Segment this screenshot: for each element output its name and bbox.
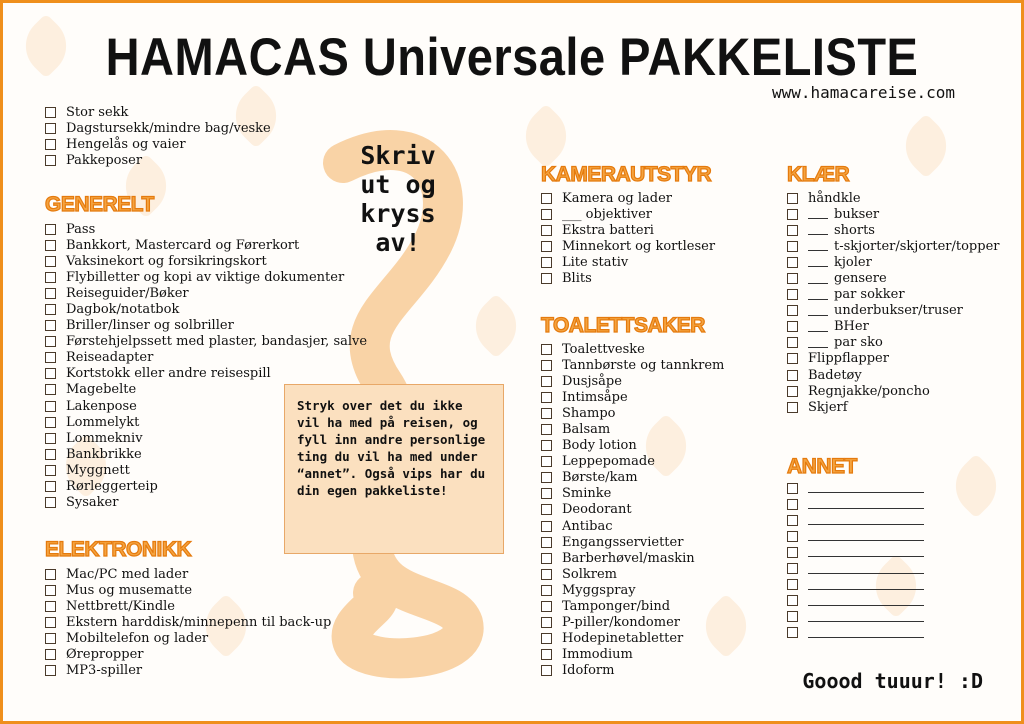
- checkbox[interactable]: [787, 337, 798, 348]
- quantity-blank[interactable]: [808, 338, 828, 348]
- list-item: [541, 599, 724, 615]
- leaf-decoration: [893, 113, 958, 178]
- checkbox[interactable]: [787, 353, 798, 364]
- item-label: Lite stativ: [562, 254, 629, 270]
- blank-list-item: [787, 577, 924, 593]
- checkbox[interactable]: [45, 384, 56, 395]
- item-label: Dagstursekk/mindre bag/veske: [66, 120, 271, 136]
- item-label: Sysaker: [66, 495, 119, 511]
- item-label: Ekstra batteri: [562, 222, 654, 238]
- list-item: [45, 462, 367, 478]
- list-item: [787, 238, 999, 254]
- list-item: [541, 405, 724, 421]
- item-label: kjoler: [834, 254, 872, 270]
- checkbox[interactable]: [541, 649, 552, 660]
- list-item: [787, 319, 999, 335]
- checkbox[interactable]: [541, 440, 552, 451]
- item-label: Reiseguider/Bøker: [66, 285, 189, 301]
- list-item: [541, 470, 724, 486]
- list-item: [787, 383, 999, 399]
- item-label: Stor sekk: [66, 104, 129, 120]
- write-in-line[interactable]: [808, 628, 924, 638]
- item-label: Antibac: [562, 518, 613, 534]
- annet-list: [787, 480, 924, 641]
- item-label: Lommelykt: [66, 414, 140, 430]
- item-label: Børste/kam: [562, 470, 638, 486]
- quantity-blank[interactable]: [808, 306, 828, 316]
- checkbox[interactable]: [45, 417, 56, 428]
- checkbox[interactable]: [787, 579, 798, 590]
- checkbox[interactable]: [541, 408, 552, 419]
- item-label: Sminke: [562, 486, 612, 502]
- checkbox[interactable]: [787, 193, 798, 204]
- list-item: [45, 495, 367, 511]
- checkbox[interactable]: [787, 241, 798, 252]
- item-label: Engangsservietter: [562, 534, 684, 550]
- heading-generelt: GENERELT: [45, 193, 154, 216]
- list-item: [45, 136, 271, 152]
- list-item: [541, 421, 724, 437]
- checkbox[interactable]: [541, 424, 552, 435]
- print-note: Skriv ut og kryss av!: [360, 141, 436, 257]
- checkbox[interactable]: [45, 107, 56, 118]
- checkbox[interactable]: [787, 321, 798, 332]
- checkbox[interactable]: [541, 537, 552, 548]
- item-label: Barberhøvel/maskin: [562, 550, 695, 566]
- list-item: [45, 646, 331, 662]
- checkbox[interactable]: [541, 569, 552, 580]
- blank-list-item: [787, 480, 924, 496]
- list-item: [45, 414, 367, 430]
- list-item: [45, 318, 367, 334]
- checkbox[interactable]: [541, 472, 552, 483]
- heading-toalettsaker: TOALETTSAKER: [541, 314, 705, 337]
- checkbox[interactable]: [787, 273, 798, 284]
- checkbox[interactable]: [45, 633, 56, 644]
- toalettsaker-list: [541, 341, 724, 679]
- item-label: Tannbørste og tannkrem: [562, 357, 725, 373]
- item-label: P-piller/kondomer: [562, 615, 680, 631]
- list-item: [787, 206, 999, 222]
- item-label: Mus og musematte: [66, 582, 193, 598]
- item-label: Bankkort, Mastercard og Førerkort: [66, 237, 300, 253]
- checkbox[interactable]: [541, 665, 552, 676]
- checkbox[interactable]: [541, 193, 552, 204]
- blank-list-item: [787, 544, 924, 560]
- checkbox[interactable]: [787, 289, 798, 300]
- item-label: Solkrem: [562, 566, 618, 582]
- checkbox[interactable]: [541, 344, 552, 355]
- list-item: [45, 382, 367, 398]
- list-item: [45, 366, 367, 382]
- write-in-line[interactable]: [808, 547, 924, 557]
- item-label: Hengelås og vaier: [66, 136, 186, 152]
- list-item: [45, 614, 331, 630]
- list-item: [45, 104, 271, 120]
- quantity-blank[interactable]: [808, 274, 828, 284]
- list-item: [787, 399, 999, 415]
- list-item: [45, 663, 331, 679]
- checkbox[interactable]: [541, 360, 552, 371]
- list-item: [541, 238, 715, 254]
- checkbox[interactable]: [45, 665, 56, 676]
- item-label: par sko: [834, 335, 883, 351]
- write-in-line[interactable]: [808, 483, 924, 493]
- item-label: t-skjorter/skjorter/topper: [834, 238, 1000, 254]
- quantity-blank[interactable]: [808, 209, 828, 219]
- list-item: [787, 222, 999, 238]
- checkbox[interactable]: [45, 139, 56, 150]
- checkbox[interactable]: [541, 225, 552, 236]
- checkbox[interactable]: [541, 241, 552, 252]
- list-item: [541, 566, 724, 582]
- checkbox[interactable]: [541, 601, 552, 612]
- quantity-blank[interactable]: [808, 257, 828, 267]
- item-label: underbukser/truser: [834, 303, 963, 319]
- checkbox[interactable]: [541, 257, 552, 268]
- checkbox[interactable]: [45, 256, 56, 267]
- goodbye-text: Goood tuuur! :D: [802, 669, 983, 693]
- list-item: [541, 454, 724, 470]
- list-item: [541, 582, 724, 598]
- item-label: Regnjakke/poncho: [808, 383, 930, 399]
- checkbox[interactable]: [787, 483, 798, 494]
- checkbox[interactable]: [45, 224, 56, 235]
- blank-list-item: [787, 560, 924, 576]
- checkbox[interactable]: [45, 649, 56, 660]
- checkbox[interactable]: [787, 257, 798, 268]
- checkbox[interactable]: [45, 401, 56, 412]
- item-label: Dagbok/notatbok: [66, 302, 180, 318]
- item-label: Leppepomade: [562, 454, 655, 470]
- item-label: Dusjsåpe: [562, 373, 622, 389]
- list-item: [541, 647, 724, 663]
- list-item: [787, 335, 999, 351]
- list-item: [541, 190, 715, 206]
- checkbox[interactable]: [541, 376, 552, 387]
- blank-list-item: [787, 593, 924, 609]
- write-in-line[interactable]: [808, 499, 924, 509]
- item-label: Nettbrett/Kindle: [66, 598, 175, 614]
- list-item: [541, 389, 724, 405]
- list-item: [541, 631, 724, 647]
- checkbox[interactable]: [45, 352, 56, 363]
- checkbox[interactable]: [787, 402, 798, 413]
- item-label: Deodorant: [562, 502, 632, 518]
- list-item: [45, 398, 367, 414]
- item-label: Mobiltelefon og lader: [66, 630, 209, 646]
- kamerautstyr-list: [541, 190, 715, 287]
- checkbox[interactable]: [45, 433, 56, 444]
- quantity-blank[interactable]: [808, 322, 828, 332]
- list-item: [45, 350, 367, 366]
- item-label: Immodium: [562, 647, 633, 663]
- list-item: [541, 222, 715, 238]
- instructions-box: Stryk over det du ikke vil ha med på reisen, og fyll inn andre personlige ting du vil ha med under “annet”. Også vips har du din egen pakkeliste!: [284, 384, 504, 554]
- list-item: [45, 334, 367, 350]
- checkbox[interactable]: [787, 627, 798, 638]
- item-label: gensere: [834, 271, 887, 287]
- item-label: Lakenpose: [66, 398, 137, 414]
- checkbox[interactable]: [787, 611, 798, 622]
- item-label: Toalettveske: [562, 341, 645, 357]
- item-label: Pass: [66, 221, 96, 237]
- checkbox[interactable]: [45, 497, 56, 508]
- list-item: [541, 438, 724, 454]
- checkbox[interactable]: [541, 392, 552, 403]
- item-label: MP3-spiller: [66, 663, 143, 679]
- item-label: Myggspray: [562, 582, 636, 598]
- checkbox[interactable]: [45, 320, 56, 331]
- checkbox[interactable]: [787, 531, 798, 542]
- list-item: [45, 253, 367, 269]
- checkbox[interactable]: [45, 601, 56, 612]
- blank-list-item: [787, 528, 924, 544]
- write-in-line[interactable]: [808, 515, 924, 525]
- checkbox[interactable]: [787, 515, 798, 526]
- list-item: [45, 566, 331, 582]
- checkbox[interactable]: [45, 368, 56, 379]
- checkbox[interactable]: [541, 633, 552, 644]
- item-label: par sokker: [834, 287, 905, 303]
- checkbox[interactable]: [45, 569, 56, 580]
- checkbox[interactable]: [787, 370, 798, 381]
- item-label: Intimsåpe: [562, 389, 628, 405]
- checkbox[interactable]: [45, 481, 56, 492]
- list-item: [787, 254, 999, 270]
- blank-list-item: [787, 609, 924, 625]
- item-label: Skjerf: [808, 399, 848, 415]
- list-item: [45, 479, 367, 495]
- heading-elektronikk: ELEKTRONIKK: [45, 538, 192, 561]
- item-label: Ekstern harddisk/minnepenn til back-up: [66, 614, 332, 630]
- list-item: [45, 221, 367, 237]
- checkbox[interactable]: [541, 617, 552, 628]
- item-label: Vaksinekort og forsikringskort: [66, 253, 267, 269]
- item-label: Førstehjelpssett med plaster, bandasjer, salve: [66, 334, 368, 350]
- page-title: HAMACAS Universale PAKKELISTE: [105, 26, 919, 87]
- checkbox[interactable]: [541, 488, 552, 499]
- item-label: Pakkeposer: [66, 152, 143, 168]
- item-label: Magebelte: [66, 382, 137, 398]
- checkbox[interactable]: [541, 553, 552, 564]
- item-label: Briller/linser og solbriller: [66, 318, 234, 334]
- checkbox[interactable]: [45, 240, 56, 251]
- list-item: [541, 341, 724, 357]
- checkbox[interactable]: [45, 155, 56, 166]
- blank-list-item: [787, 496, 924, 512]
- checkbox[interactable]: [787, 499, 798, 510]
- item-label: Ørepropper: [66, 647, 144, 663]
- list-item: [541, 663, 724, 679]
- item-label: BHer: [834, 319, 869, 335]
- checkbox[interactable]: [45, 123, 56, 134]
- write-in-line[interactable]: [808, 564, 924, 574]
- item-label: Bankbrikke: [66, 446, 142, 462]
- heading-kamerautstyr: KAMERAUTSTYR: [541, 163, 712, 186]
- item-label: Kamera og lader: [562, 190, 672, 206]
- list-item: [45, 430, 367, 446]
- list-item: [541, 534, 724, 550]
- list-item: [541, 518, 724, 534]
- list-item: [787, 367, 999, 383]
- list-item: [787, 287, 999, 303]
- item-label: Lommekniv: [66, 430, 143, 446]
- checkbox[interactable]: [541, 209, 552, 220]
- checkbox[interactable]: [541, 504, 552, 515]
- checkbox[interactable]: [787, 547, 798, 558]
- blank-list-item: [787, 625, 924, 641]
- list-item: [45, 582, 331, 598]
- checkbox[interactable]: [787, 563, 798, 574]
- checkbox[interactable]: [45, 288, 56, 299]
- list-item: [45, 446, 367, 462]
- list-item: [541, 357, 724, 373]
- list-item: [45, 237, 367, 253]
- checkbox[interactable]: [45, 617, 56, 628]
- checkbox[interactable]: [45, 449, 56, 460]
- item-label: Badetøy: [808, 367, 862, 383]
- checkbox[interactable]: [787, 225, 798, 236]
- list-item: [787, 270, 999, 286]
- list-item: [541, 502, 724, 518]
- checkbox[interactable]: [541, 585, 552, 596]
- heading-klaer: KLÆR: [787, 163, 850, 186]
- item-label: Kortstokk eller andre reisespill: [66, 366, 271, 382]
- item-label: Reiseadapter: [66, 350, 154, 366]
- item-label: shorts: [834, 222, 875, 238]
- quantity-blank[interactable]: [808, 225, 828, 235]
- quantity-blank[interactable]: [808, 290, 828, 300]
- list-item: [787, 303, 999, 319]
- item-label: Idoform: [562, 663, 615, 679]
- item-label: håndkle: [808, 190, 861, 206]
- blank-list-item: [787, 512, 924, 528]
- list-item: [541, 486, 724, 502]
- top-items-list: [45, 104, 271, 168]
- list-item: [541, 615, 724, 631]
- leaf-decoration: [943, 453, 1008, 518]
- list-item: [45, 120, 271, 136]
- checkbox[interactable]: [787, 595, 798, 606]
- item-label: Body lotion: [562, 438, 637, 454]
- checkbox[interactable]: [541, 456, 552, 467]
- list-item: [45, 285, 367, 301]
- item-label: Hodepinetabletter: [562, 631, 684, 647]
- checkbox[interactable]: [45, 272, 56, 283]
- item-label: Myggnett: [66, 462, 130, 478]
- write-in-line[interactable]: [808, 596, 924, 606]
- item-label: Blits: [562, 271, 592, 287]
- item-label: Mac/PC med lader: [66, 566, 189, 582]
- checkbox[interactable]: [787, 209, 798, 220]
- item-label: Shampo: [562, 405, 616, 421]
- list-item: [45, 630, 331, 646]
- write-in-line[interactable]: [808, 580, 924, 590]
- item-label: Flybilletter og kopi av viktige dokumenter: [66, 269, 345, 285]
- checkbox[interactable]: [45, 585, 56, 596]
- list-item: [541, 206, 715, 222]
- item-label: Balsam: [562, 422, 611, 438]
- list-item: [45, 269, 367, 285]
- item-label: Minnekort og kortleser: [562, 238, 716, 254]
- item-label: Rørleggerteip: [66, 479, 158, 495]
- item-label: Tamponger/bind: [562, 599, 671, 615]
- list-item: [45, 301, 367, 317]
- list-item: [541, 373, 724, 389]
- leaf-decoration: [513, 103, 578, 168]
- write-in-line[interactable]: [808, 612, 924, 622]
- list-item: [787, 351, 999, 367]
- list-item: [787, 190, 999, 206]
- write-in-line[interactable]: [808, 531, 924, 541]
- checkbox[interactable]: [541, 273, 552, 284]
- checkbox[interactable]: [787, 386, 798, 397]
- checkbox[interactable]: [787, 305, 798, 316]
- item-label: Flippflapper: [808, 351, 889, 367]
- elektronikk-list: [45, 566, 331, 679]
- list-item: [45, 598, 331, 614]
- quantity-blank[interactable]: [808, 241, 828, 251]
- klaer-list: [787, 190, 999, 415]
- checkbox[interactable]: [45, 336, 56, 347]
- list-item: [45, 152, 271, 168]
- list-item: [541, 254, 715, 270]
- checkbox[interactable]: [45, 465, 56, 476]
- list-item: [541, 550, 724, 566]
- item-label: ___ objektiver: [562, 206, 653, 222]
- checkbox[interactable]: [541, 521, 552, 532]
- list-item: [541, 270, 715, 286]
- heading-annet: ANNET: [787, 455, 857, 478]
- generelt-list: [45, 221, 367, 511]
- item-label: bukser: [834, 206, 880, 222]
- checkbox[interactable]: [45, 304, 56, 315]
- website-url: www.hamacareise.com: [771, 83, 955, 102]
